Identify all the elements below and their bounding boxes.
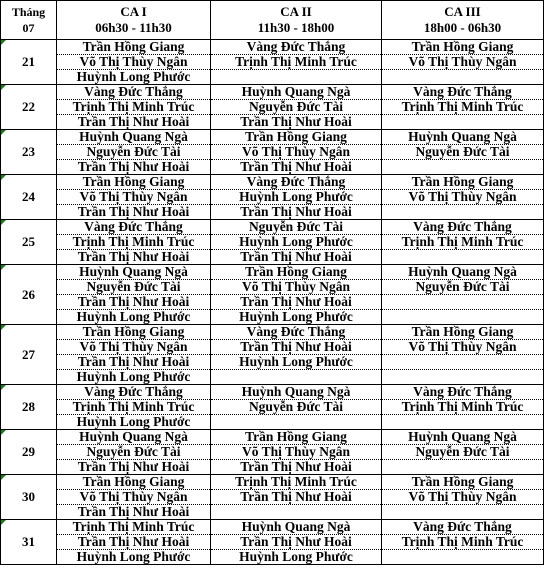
shift-1-cell xyxy=(57,385,211,430)
staff-name: Trịnh Thị Minh Trúc xyxy=(57,520,210,535)
shift-2-cell xyxy=(211,130,382,175)
day-row xyxy=(1,475,544,520)
staff-name: Trần Thị Như Hoài xyxy=(77,250,190,264)
staff-name: Huỳnh Long Phước xyxy=(76,310,191,324)
staff-name: Trần Thị Như Hoài xyxy=(211,535,381,550)
day-number: 27 xyxy=(1,325,57,385)
shift-2-cell xyxy=(211,175,382,220)
day-row xyxy=(1,385,544,430)
staff-name: Huỳnh Quang Ngà xyxy=(382,130,543,145)
staff-name: Trần Hồng Giang xyxy=(382,475,543,490)
shift-1-cell xyxy=(57,85,211,130)
shift-1-cell xyxy=(57,130,211,175)
staff-name xyxy=(211,370,381,384)
day-number: 23 xyxy=(1,130,57,175)
staff-name: Vàng Đức Thắng xyxy=(211,40,381,55)
staff-name: Nguyễn Đức Tài xyxy=(211,100,381,115)
shift-2-time: 11h30 - 18h00 xyxy=(257,20,335,35)
staff-name: Trần Hồng Giang xyxy=(382,325,543,340)
day-number: 22 xyxy=(1,85,57,130)
day-number: 28 xyxy=(1,385,57,430)
staff-name: Trịnh Thị Minh Trúc xyxy=(382,235,543,250)
roster-header xyxy=(1,1,544,40)
header-month-label: Tháng xyxy=(11,5,46,19)
staff-name: Võ Thị Thùy Ngân xyxy=(382,190,543,205)
staff-name: Nguyễn Đức Tài xyxy=(382,280,543,295)
day-number: 21 xyxy=(1,40,57,85)
day-row xyxy=(1,520,544,565)
staff-name: Trần Thị Như Hoài xyxy=(77,160,190,174)
day-row xyxy=(1,430,544,475)
staff-name: Vàng Đức Thắng xyxy=(57,385,210,400)
staff-name xyxy=(211,505,381,519)
staff-name: Võ Thị Thùy Ngân xyxy=(57,490,210,505)
day-row xyxy=(1,175,544,220)
staff-name: Võ Thị Thùy Ngân xyxy=(382,55,543,70)
staff-name: Nguyễn Đức Tài xyxy=(211,220,381,235)
shift-3-name: CA III xyxy=(444,4,481,19)
shift-1-cell xyxy=(57,325,211,385)
staff-name: Trần Hồng Giang xyxy=(57,475,210,490)
staff-name xyxy=(382,505,543,519)
shift-1-cell xyxy=(57,430,211,475)
staff-name: Vàng Đức Thắng xyxy=(57,85,210,100)
day-number: 31 xyxy=(1,520,57,565)
header-day-column xyxy=(1,1,57,40)
staff-name: Huỳnh Quang Ngà xyxy=(57,130,210,145)
staff-name: Trần Thị Như Hoài xyxy=(211,295,381,310)
staff-name xyxy=(382,550,543,564)
staff-name: Huỳnh Quang Ngà xyxy=(211,85,381,100)
shift-2-cell xyxy=(211,85,382,130)
staff-name: Trần Thị Như Hoài xyxy=(240,160,352,174)
day-row xyxy=(1,265,544,325)
staff-name: Trần Hồng Giang xyxy=(382,40,543,55)
staff-name: Trịnh Thị Minh Trúc xyxy=(211,55,381,70)
staff-name: Trịnh Thị Minh Trúc xyxy=(57,100,210,115)
staff-name: Trần Thị Như Hoài xyxy=(240,205,352,219)
staff-name: Huỳnh Long Phước xyxy=(76,415,191,429)
shift-2-cell xyxy=(211,520,382,565)
staff-name: Nguyễn Đức Tài xyxy=(57,145,210,160)
staff-name: Trần Thị Như Hoài xyxy=(211,340,381,355)
staff-name: Huỳnh Quang Ngà xyxy=(211,520,381,535)
staff-name: Nguyễn Đức Tài xyxy=(57,280,210,295)
staff-name: Trần Hồng Giang xyxy=(57,40,210,55)
staff-name xyxy=(382,250,543,264)
staff-name xyxy=(382,370,543,384)
staff-name: Trần Thị Như Hoài xyxy=(57,355,210,370)
staff-name: Trần Thị Như Hoài xyxy=(240,115,352,129)
day-row xyxy=(1,40,544,85)
shift-1-name: CA I xyxy=(120,4,147,19)
shift-2-cell xyxy=(211,220,382,265)
staff-name: Trần Hồng Giang xyxy=(57,175,210,190)
shift-2-cell xyxy=(211,385,382,430)
shift-3-cell xyxy=(382,265,544,325)
staff-name: Trần Hồng Giang xyxy=(382,175,543,190)
shift-3-cell xyxy=(382,175,544,220)
staff-name: Vàng Đức Thắng xyxy=(211,175,381,190)
shift-1-cell xyxy=(57,520,211,565)
staff-name: Huỳnh Quang Ngà xyxy=(57,265,210,280)
staff-name xyxy=(382,205,543,219)
shift-2-cell xyxy=(211,40,382,85)
shift-2-name: CA II xyxy=(280,4,312,19)
day-number: 29 xyxy=(1,430,57,475)
staff-name xyxy=(382,355,543,370)
staff-name: Trịnh Thị Minh Trúc xyxy=(57,400,210,415)
header-shift-3 xyxy=(382,1,544,40)
staff-name: Võ Thị Thùy Ngân xyxy=(57,55,210,70)
staff-name: Võ Thị Thùy Ngân xyxy=(211,280,381,295)
staff-name: Nguyễn Đức Tài xyxy=(382,445,543,460)
staff-name: Huỳnh Long Phước xyxy=(76,370,191,384)
shift-3-cell xyxy=(382,40,544,85)
staff-name xyxy=(382,295,543,310)
header-shift-2 xyxy=(211,1,382,40)
shift-3-cell xyxy=(382,85,544,130)
shift-2-cell xyxy=(211,325,382,385)
staff-name: Nguyễn Đức Tài xyxy=(382,145,543,160)
staff-name: Trịnh Thị Minh Trúc xyxy=(382,100,543,115)
shift-3-cell xyxy=(382,430,544,475)
staff-name: Trần Thị Như Hoài xyxy=(77,505,190,519)
staff-name: Trịnh Thị Minh Trúc xyxy=(382,400,543,415)
staff-name: Vàng Đức Thắng xyxy=(382,520,543,535)
staff-name: Trần Thị Như Hoài xyxy=(240,250,352,264)
day-number: 25 xyxy=(1,220,57,265)
staff-name: Võ Thị Thùy Ngân xyxy=(382,340,543,355)
staff-name: Huỳnh Long Phước xyxy=(239,310,353,324)
shift-3-cell xyxy=(382,520,544,565)
staff-name: Huỳnh Quang Ngà xyxy=(382,265,543,280)
shift-1-cell xyxy=(57,265,211,325)
shift-2-cell xyxy=(211,430,382,475)
staff-name: Trần Thị Như Hoài xyxy=(57,535,210,550)
day-number: 26 xyxy=(1,265,57,325)
staff-name: Huỳnh Quang Ngà xyxy=(57,430,210,445)
staff-name: Vàng Đức Thắng xyxy=(211,325,381,340)
staff-name: Vàng Đức Thắng xyxy=(382,220,543,235)
staff-name: Võ Thị Thùy Ngân xyxy=(57,190,210,205)
staff-name: Trần Hồng Giang xyxy=(211,265,381,280)
staff-name: Vàng Đức Thắng xyxy=(57,220,210,235)
header-month-number: 07 xyxy=(22,21,35,35)
staff-name xyxy=(382,115,543,129)
shift-2-cell xyxy=(211,265,382,325)
shift-1-cell xyxy=(57,40,211,85)
staff-name: Vàng Đức Thắng xyxy=(382,385,543,400)
staff-name: Trịnh Thị Minh Trúc xyxy=(382,535,543,550)
staff-name: Huỳnh Long Phước xyxy=(239,550,353,564)
staff-name: Huỳnh Quang Ngà xyxy=(211,385,381,400)
staff-name: Trần Thị Như Hoài xyxy=(77,460,190,474)
staff-name: Huỳnh Long Phước xyxy=(211,235,381,250)
staff-name: Huỳnh Long Phước xyxy=(76,70,191,84)
roster-body xyxy=(1,40,544,565)
shift-3-cell xyxy=(382,385,544,430)
day-row xyxy=(1,130,544,175)
shift-1-cell xyxy=(57,175,211,220)
shift-3-cell xyxy=(382,325,544,385)
staff-name: Trần Thị Như Hoài xyxy=(57,295,210,310)
staff-name: Trần Thị Như Hoài xyxy=(77,115,190,129)
staff-name: Võ Thị Thùy Ngân xyxy=(57,340,210,355)
staff-name: Huỳnh Long Phước xyxy=(211,190,381,205)
staff-name: Trần Thị Như Hoài xyxy=(211,490,381,505)
header-shift-1 xyxy=(57,1,211,40)
staff-name: Võ Thị Thùy Ngân xyxy=(211,145,381,160)
staff-name xyxy=(382,460,543,474)
shift-3-cell xyxy=(382,220,544,265)
staff-name xyxy=(382,310,543,324)
staff-name xyxy=(382,160,543,174)
staff-name: Vàng Đức Thắng xyxy=(382,85,543,100)
staff-name: Huỳnh Long Phước xyxy=(76,550,191,564)
staff-name: Trần Thị Như Hoài xyxy=(77,205,190,219)
shift-3-cell xyxy=(382,130,544,175)
staff-name xyxy=(382,70,543,84)
staff-name: Huỳnh Quang Ngà xyxy=(382,430,543,445)
staff-name: Huỳnh Long Phước xyxy=(211,355,381,370)
staff-name: Nguyễn Đức Tài xyxy=(211,400,381,415)
staff-name: Trần Hồng Giang xyxy=(211,130,381,145)
shift-2-cell xyxy=(211,475,382,520)
staff-name: Trịnh Thị Minh Trúc xyxy=(211,475,381,490)
staff-name xyxy=(382,415,543,429)
shift-3-cell xyxy=(382,475,544,520)
day-number: 30 xyxy=(1,475,57,520)
staff-name: Trần Hồng Giang xyxy=(57,325,210,340)
shift-3-time: 18h00 - 06h30 xyxy=(423,20,502,35)
staff-name: Võ Thị Thùy Ngân xyxy=(382,490,543,505)
staff-name: Võ Thị Thùy Ngân xyxy=(211,445,381,460)
shift-1-time: 06h30 - 11h30 xyxy=(95,20,172,35)
day-row xyxy=(1,220,544,265)
day-number: 24 xyxy=(1,175,57,220)
day-row xyxy=(1,85,544,130)
shift-1-cell xyxy=(57,220,211,265)
staff-name: Trần Thị Như Hoài xyxy=(240,460,352,474)
shift-1-cell xyxy=(57,475,211,520)
staff-name: Trịnh Thị Minh Trúc xyxy=(57,235,210,250)
staff-name: Trần Hồng Giang xyxy=(211,430,381,445)
staff-name xyxy=(211,415,381,429)
staff-name xyxy=(211,70,381,84)
day-row xyxy=(1,325,544,385)
staff-name: Nguyễn Đức Tài xyxy=(57,445,210,460)
